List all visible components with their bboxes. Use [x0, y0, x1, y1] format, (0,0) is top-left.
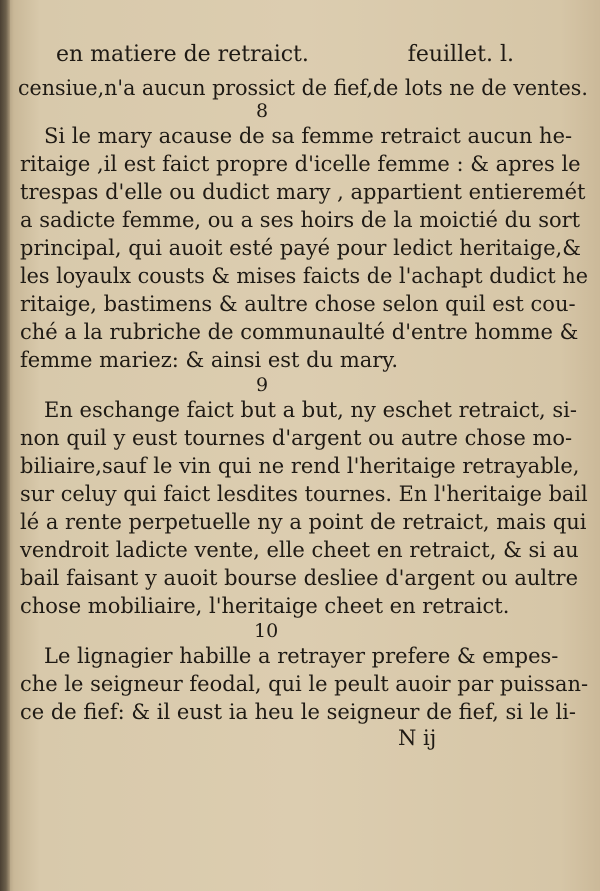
- text-line: lé a rente perpetuelle ny a point de retraict, mais qui: [20, 510, 587, 534]
- text-line: chose mobiliaire, l'heritaige cheet en retraict.: [20, 594, 510, 618]
- text-line: trespas d'elle ou dudict mary , appartient entieremét: [20, 180, 586, 204]
- text-line: principal, qui auoit esté payé pour ledict heritaige,&: [20, 236, 581, 260]
- text-line: En eschange faict but a but, ny eschet retraict, si-: [44, 398, 577, 422]
- article-number: 9: [256, 374, 269, 396]
- text-line: non quil y eust tournes d'argent ou autre chose mo-: [20, 426, 573, 450]
- running-title: en matiere de retraict.: [56, 42, 309, 67]
- text-line: ce de fief: & il eust ia heu le seigneur de fief, si le li-: [20, 700, 576, 724]
- text-line: che le seigneur feodal, qui le peult auoir par puissan-: [20, 672, 589, 696]
- text-line: ritaige, bastimens & aultre chose selon quil est cou-: [20, 292, 576, 316]
- text-line: les loyaulx cousts & mises faicts de l'achapt dudict he: [20, 264, 588, 288]
- text-line: ché a la rubriche de communaulté d'entre homme &: [20, 320, 579, 344]
- text-line: Si le mary acause de sa femme retraict aucun he-: [44, 124, 573, 148]
- text-line: femme mariez: & ainsi est du mary.: [20, 348, 399, 372]
- text-line: a sadicte femme, ou a ses hoirs de la moictié du sort: [20, 208, 581, 232]
- article-number: 10: [254, 620, 279, 642]
- text-line: Le lignagier habille a retrayer prefere & empes-: [44, 644, 559, 668]
- text-line: censiue,n'a aucun prossict de fief,de lots ne de ventes.: [18, 76, 588, 100]
- text-line: ritaige ,il est faict propre d'icelle femme : & apres le: [20, 152, 581, 176]
- text-line: vendroit ladicte vente, elle cheet en retraict, & si au: [20, 538, 579, 562]
- page-binding-shadow: [0, 0, 10, 891]
- article-number: 8: [256, 100, 269, 122]
- text-line: bail faisant y auoit bourse desliee d'argent ou aultre: [20, 566, 579, 590]
- folio-number: feuillet. l.: [407, 42, 514, 67]
- text-line: sur celuy qui faict lesdites tournes. En l'heritaige bail: [20, 482, 588, 506]
- text-line: biliaire,sauf le vin qui ne rend l'heritaige retrayable,: [20, 454, 580, 478]
- signature-mark: N ij: [398, 726, 437, 750]
- running-header: [56, 42, 514, 67]
